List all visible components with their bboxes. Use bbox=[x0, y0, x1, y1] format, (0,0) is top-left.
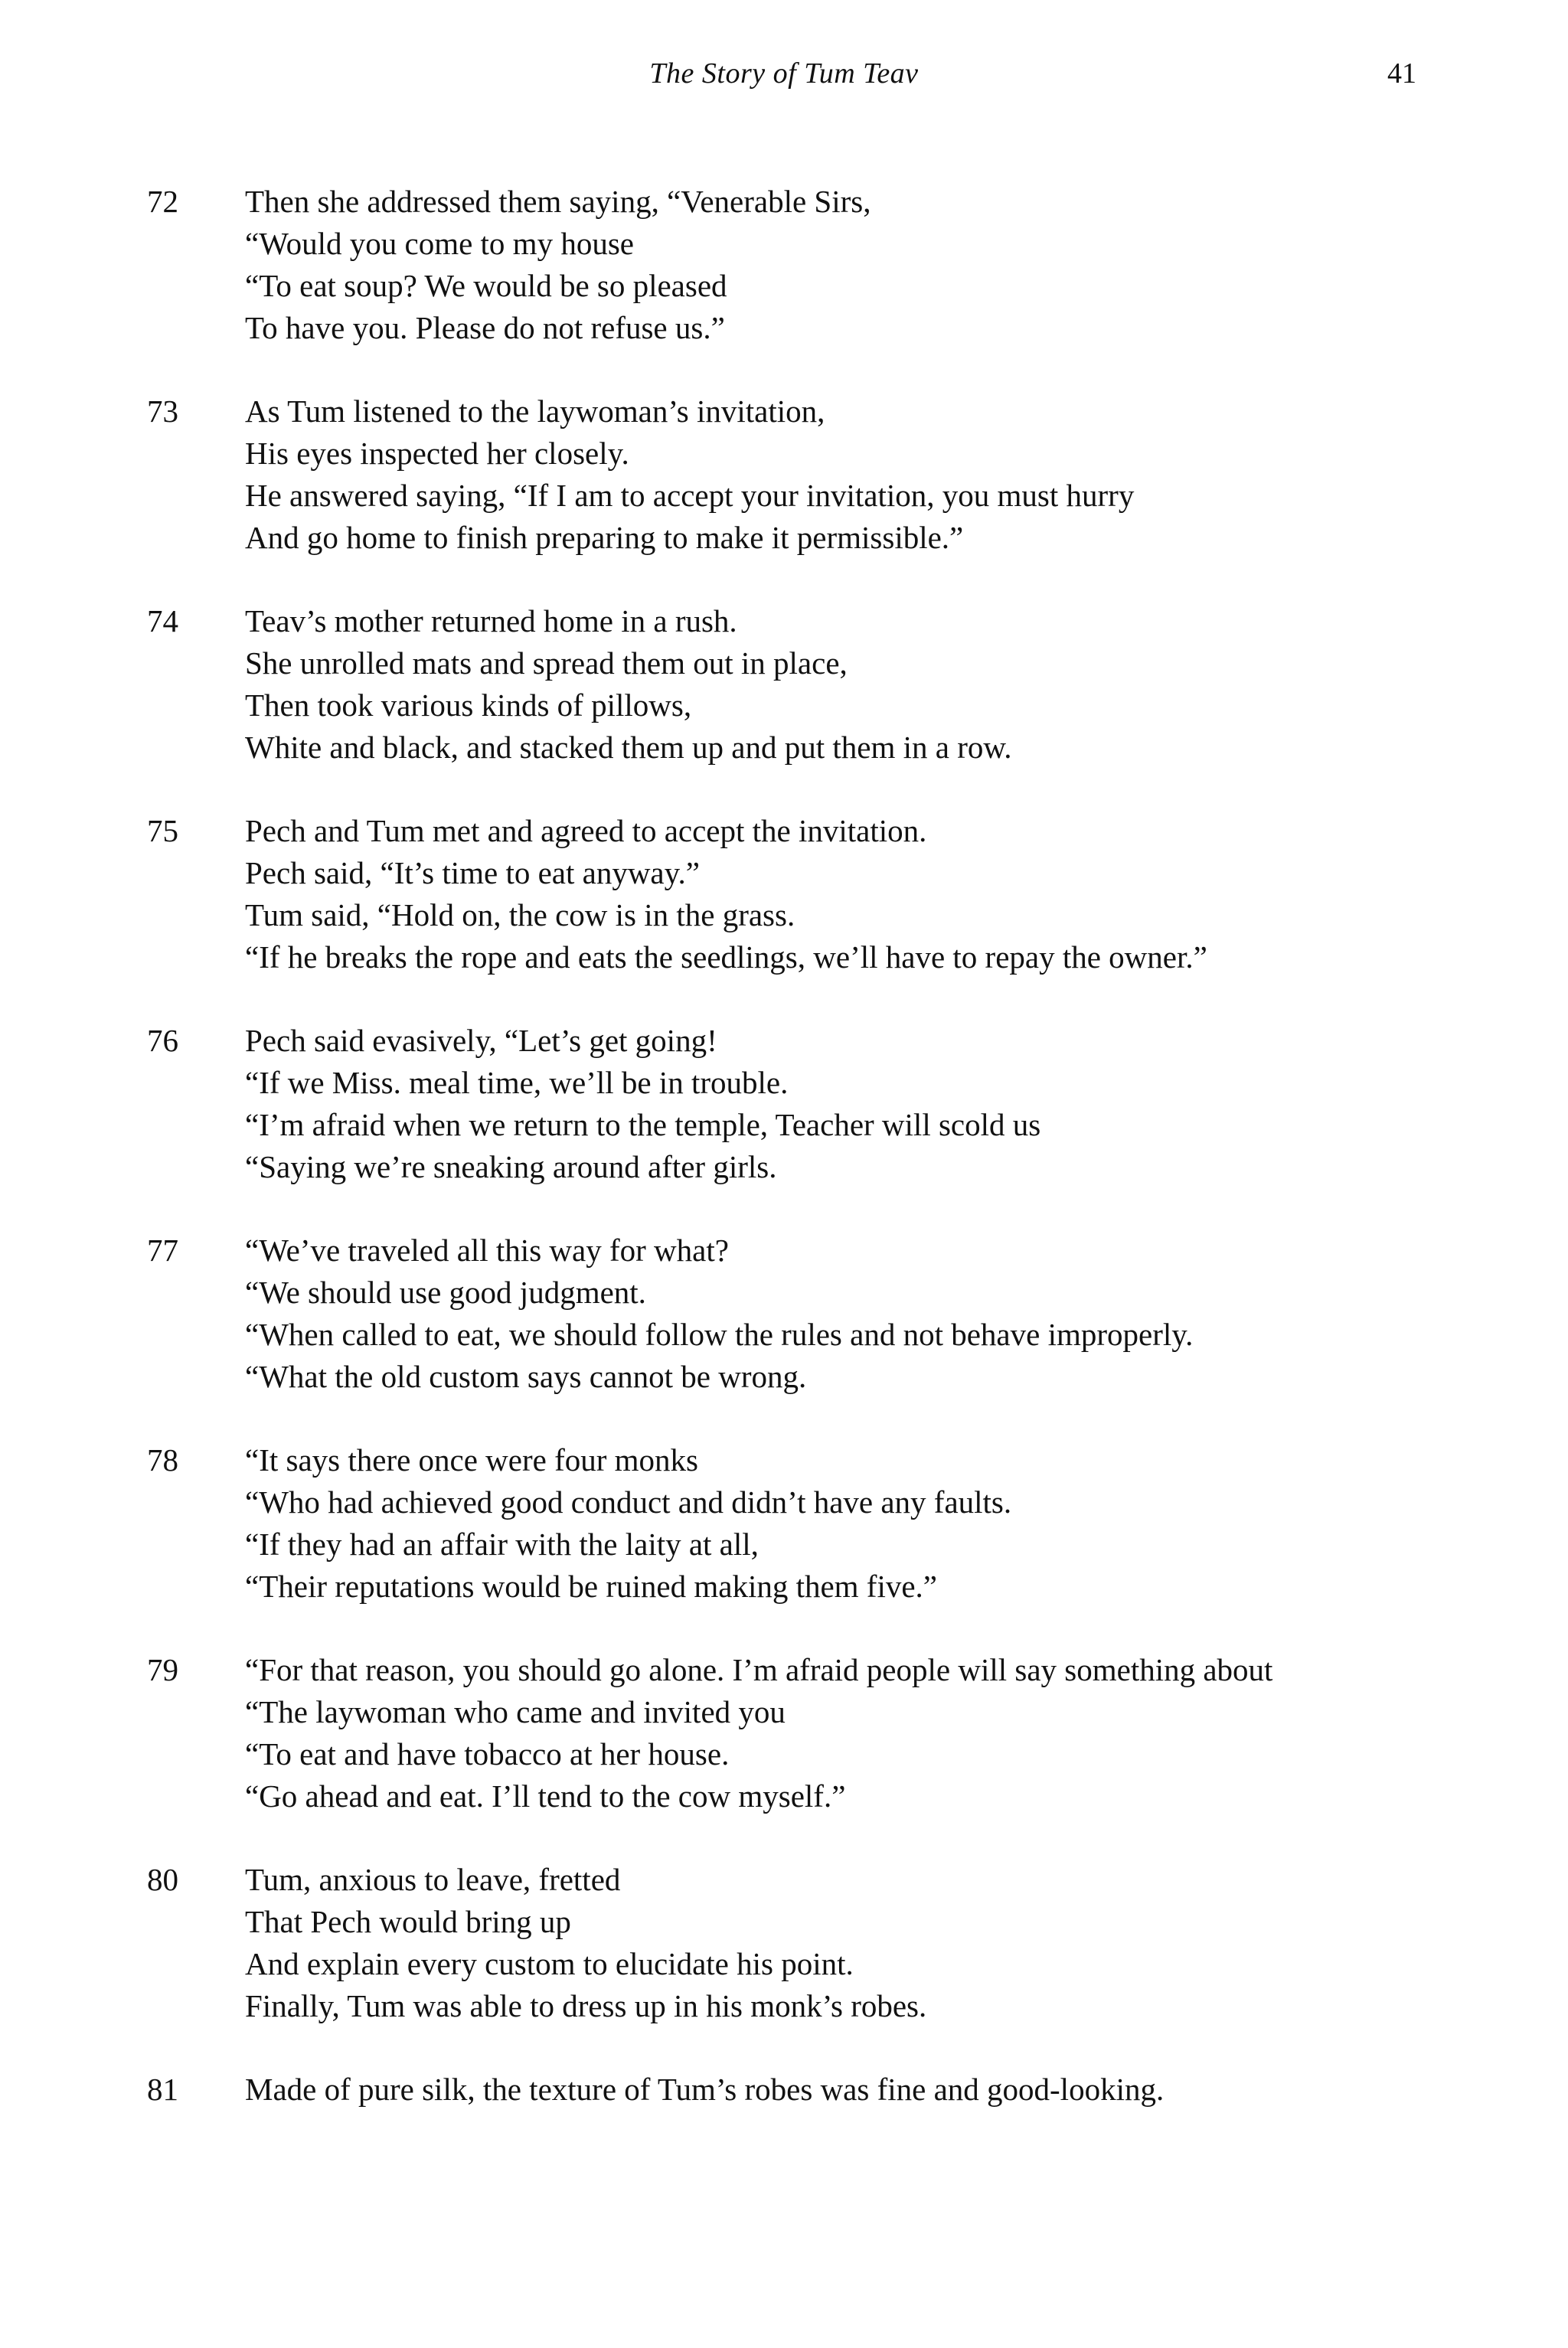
verse-line: Tum said, “Hold on, the cow is in the grass. bbox=[245, 897, 795, 932]
stanza-number: 72 bbox=[147, 184, 178, 219]
verse-line: Teav’s mother returned home in a rush. bbox=[245, 603, 737, 638]
stanza-lines bbox=[245, 390, 1424, 559]
verse-line: And explain every custom to elucidate his point. bbox=[245, 1946, 854, 1981]
verse-line: “To eat soup? We would be so pleased bbox=[245, 268, 727, 303]
verse-line: “If they had an affair with the laity at all, bbox=[245, 1527, 759, 1562]
verse-line: Made of pure silk, the texture of Tum’s robes was fine and good-looking. bbox=[245, 2072, 1165, 2107]
verse-line: Pech said evasively, “Let’s get going! bbox=[245, 1023, 717, 1058]
verse-line: “What the old custom says cannot be wrong. bbox=[245, 1359, 807, 1394]
verse-list bbox=[0, 181, 1568, 2152]
verse-line: “We should use good judgment. bbox=[245, 1275, 646, 1310]
verse-line: Pech said, “It’s time to eat anyway.” bbox=[245, 855, 700, 890]
verse-line: “For that reason, you should go alone. I’m afraid people will say something about bbox=[245, 1652, 1273, 1687]
verse-line: To have you. Please do not refuse us.” bbox=[245, 310, 725, 345]
verse-line: “Their reputations would be ruined making them five.” bbox=[245, 1569, 938, 1604]
stanza-lines bbox=[245, 600, 1424, 769]
verse-line: “The laywoman who came and invited you bbox=[245, 1694, 786, 1729]
verse-line: Then took various kinds of pillows, bbox=[245, 687, 692, 723]
stanza-number: 76 bbox=[147, 1023, 178, 1058]
verse-line: His eyes inspected her closely. bbox=[245, 436, 629, 471]
verse-line: And go home to finish preparing to make it permissible.” bbox=[245, 520, 964, 555]
stanza-80 bbox=[0, 1859, 1568, 2027]
verse-line: “Saying we’re sneaking around after girls. bbox=[245, 1149, 777, 1184]
stanza-lines bbox=[245, 2069, 1424, 2111]
running-header bbox=[0, 51, 1568, 96]
verse-line: “We’ve traveled all this way for what? bbox=[245, 1233, 729, 1268]
stanza-number: 81 bbox=[147, 2072, 178, 2107]
verse-line: That Pech would bring up bbox=[245, 1904, 571, 1939]
verse-line: “When called to eat, we should follow the rules and not behave improperly. bbox=[245, 1317, 1194, 1352]
stanza-lines bbox=[245, 1020, 1424, 1188]
verse-line: Then she addressed them saying, “Venerable Sirs, bbox=[245, 184, 871, 219]
stanza-number: 73 bbox=[147, 394, 178, 429]
stanza-number: 78 bbox=[147, 1442, 178, 1478]
verse-line: “It says there once were four monks bbox=[245, 1442, 698, 1478]
verse-line: “If he breaks the rope and eats the seedlings, we’ll have to repay the owner.” bbox=[245, 939, 1207, 975]
verse-line: Pech and Tum met and agreed to accept the invitation. bbox=[245, 813, 927, 848]
stanza-72 bbox=[0, 181, 1568, 349]
stanza-lines bbox=[245, 1859, 1424, 2027]
verse-line: Tum, anxious to leave, fretted bbox=[245, 1862, 621, 1897]
stanza-81 bbox=[0, 2069, 1568, 2111]
verse-line: “Who had achieved good conduct and didn’t have any faults. bbox=[245, 1484, 1012, 1520]
verse-line: “To eat and have tobacco at her house. bbox=[245, 1736, 730, 1772]
verse-line: As Tum listened to the laywoman’s invitation, bbox=[245, 394, 825, 429]
stanza-77 bbox=[0, 1230, 1568, 1398]
stanza-number: 80 bbox=[147, 1862, 178, 1897]
verse-line: “I’m afraid when we return to the temple, Teacher will scold us bbox=[245, 1107, 1041, 1142]
verse-line: “If we Miss. meal time, we’ll be in trouble. bbox=[245, 1065, 789, 1100]
stanza-lines bbox=[245, 1649, 1424, 1817]
stanza-lines bbox=[245, 1439, 1424, 1608]
verse-line: She unrolled mats and spread them out in place, bbox=[245, 645, 848, 681]
stanza-number: 77 bbox=[147, 1233, 178, 1268]
stanza-74 bbox=[0, 600, 1568, 769]
verse-line: Finally, Tum was able to dress up in his monk’s robes. bbox=[245, 1988, 927, 2023]
stanza-76 bbox=[0, 1020, 1568, 1188]
verse-line: “Would you come to my house bbox=[245, 226, 634, 261]
stanza-lines bbox=[245, 810, 1424, 978]
stanza-79 bbox=[0, 1649, 1568, 1817]
running-title: The Story of Tum Teav bbox=[649, 57, 919, 90]
verse-line: “Go ahead and eat. I’ll tend to the cow myself.” bbox=[245, 1778, 846, 1814]
stanza-lines bbox=[245, 1230, 1424, 1398]
stanza-78 bbox=[0, 1439, 1568, 1608]
stanza-number: 74 bbox=[147, 603, 178, 638]
stanza-number: 79 bbox=[147, 1652, 178, 1687]
verse-line: White and black, and stacked them up and put them in a row. bbox=[245, 730, 1012, 765]
page-number: 41 bbox=[1387, 57, 1416, 90]
stanza-lines bbox=[245, 181, 1424, 349]
verse-line: He answered saying, “If I am to accept your invitation, you must hurry bbox=[245, 478, 1135, 513]
stanza-73 bbox=[0, 390, 1568, 559]
stanza-number: 75 bbox=[147, 813, 178, 848]
stanza-75 bbox=[0, 810, 1568, 978]
